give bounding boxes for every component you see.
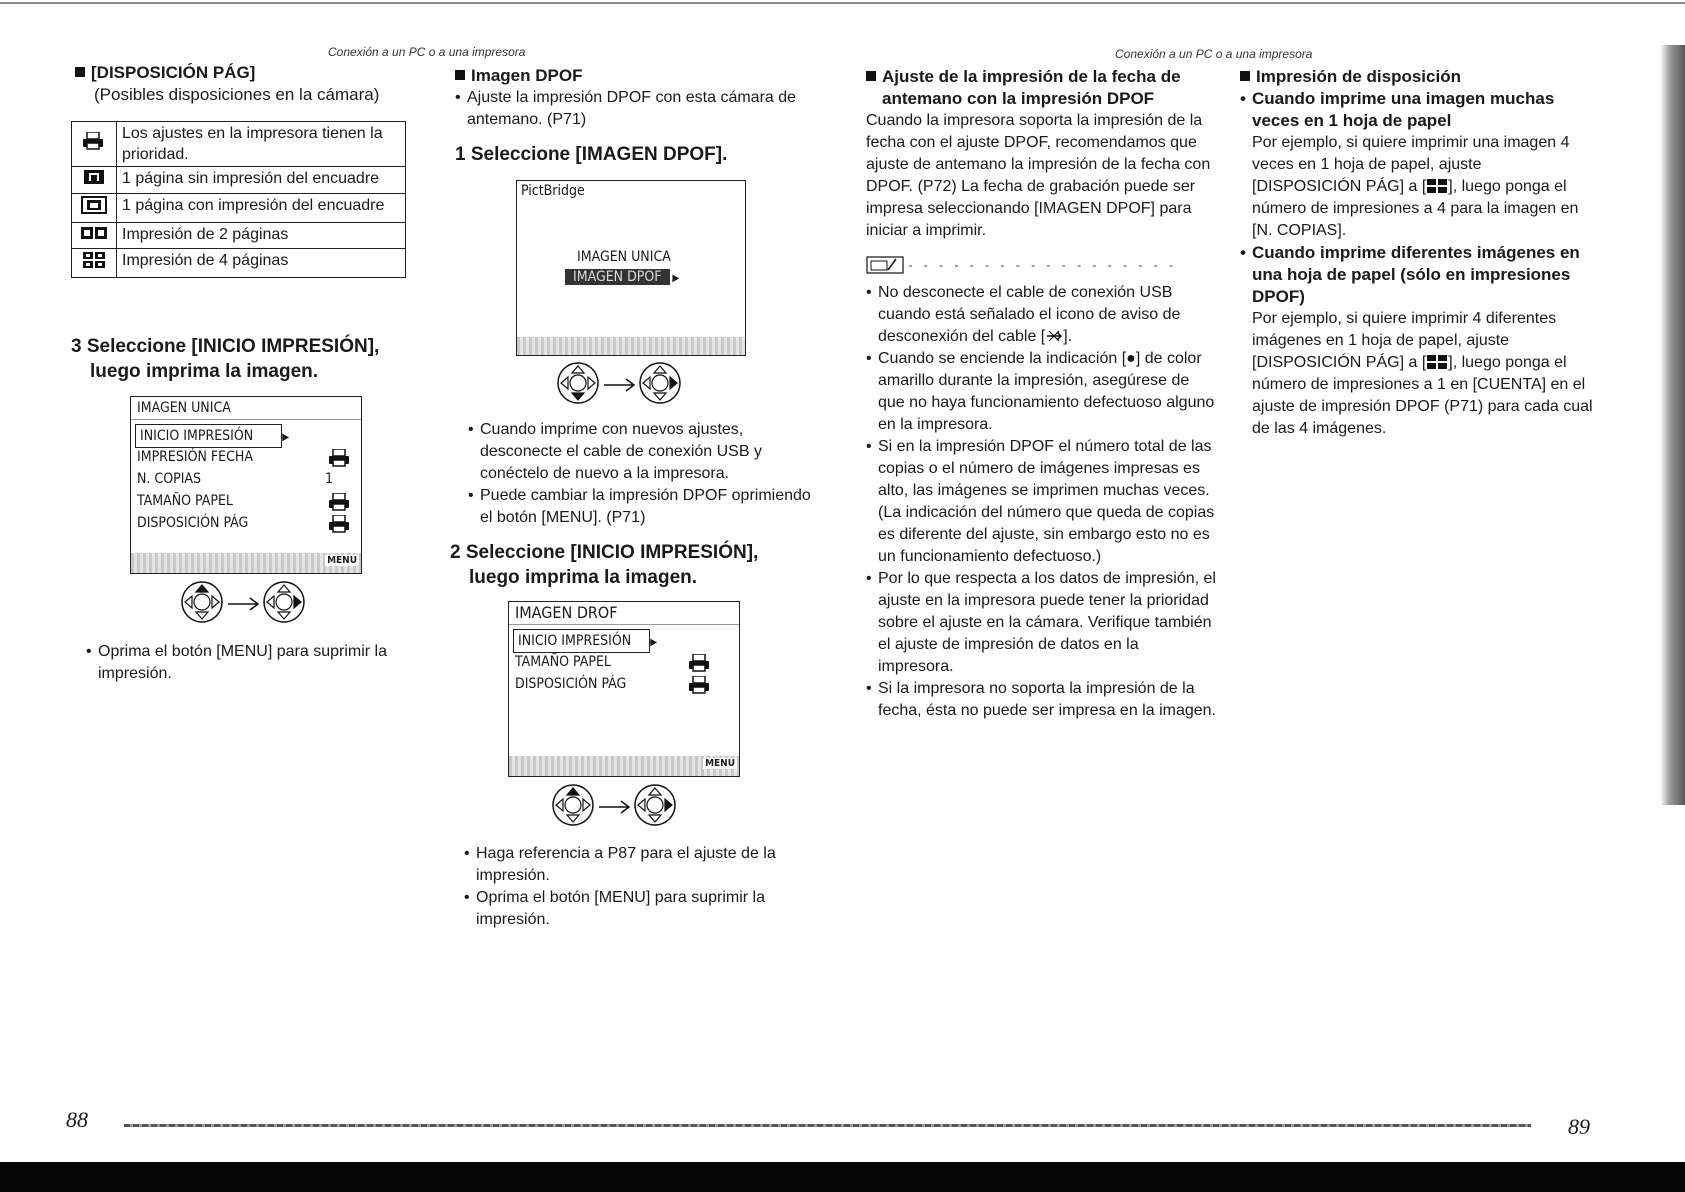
menu-item-layout[interactable]: DISPOSICIÓN PÁG <box>131 512 361 534</box>
subsection-title: • Cuando imprime una imagen muchas veces en 1 hoja de papel <box>1240 88 1595 132</box>
menu-item-layout[interactable]: DISPOSICIÓN PÁG <box>509 673 739 695</box>
subsection-title: • Cuando imprime diferentes imágenes en una hoja de papel (sólo en impresiones DPOF) <box>1240 242 1595 308</box>
menu-label: MENU <box>705 758 735 769</box>
paragraph: Por ejemplo, si quiere imprimir 4 diferentes imágenes en 1 hoja de papel, ajuste [DISPOSICIÓN PÁG] a [ ], luego ponga el número de impresiones a 1 en [CUENTA] en el ajuste de impresión DPOF (P71) para cada cual de las 4 imágenes. <box>1252 310 1593 437</box>
printer-icon <box>689 676 711 694</box>
print-menu-screen <box>130 396 362 574</box>
page-number-right: 89 <box>1568 1114 1590 1139</box>
table-row: Impresión de 2 páginas <box>72 223 406 249</box>
header-left: Conexión a un PC o a una impresora <box>328 45 526 59</box>
scan-edge <box>1660 45 1685 805</box>
menu-item-paper-size[interactable]: TAMAÑO PAPEL <box>131 490 361 512</box>
four-page-icon <box>1426 354 1448 370</box>
column-1-note <box>86 641 426 685</box>
note-text: • Oprima el botón [MENU] para suprimir la impresión. <box>86 641 426 685</box>
printer-icon <box>689 654 711 672</box>
arrow-right-icon: ▶ <box>650 637 658 648</box>
note-marker: - - - - - - - - - - - - - - - - - - <box>866 254 1216 276</box>
top-rule <box>0 2 1685 4</box>
dpof-bullet: • Ajuste la impresión DPOF con esta cámara de antemano. (P71) <box>455 87 810 131</box>
note-text: • Oprima el botón [MENU] para suprimir la impresión. <box>464 887 814 931</box>
printer-icon <box>329 449 351 467</box>
table-row: 1 página con impresión del encuadre <box>72 194 406 223</box>
screen-label: PictBridge <box>521 183 585 199</box>
column-3 <box>866 66 1216 722</box>
menu-item-start-print[interactable]: INICIO IMPRESIÓN ▶ <box>509 629 739 651</box>
header-right: Conexión a un PC o a una impresora <box>1115 47 1313 61</box>
layout-print-title: Impresión de disposición <box>1240 66 1595 88</box>
option-dpof-image[interactable]: IMAGEN DPOF ▶ <box>565 269 679 285</box>
screen-footer <box>517 337 745 355</box>
indicator-dot-icon: ● <box>1126 350 1136 367</box>
note-text: • No desconecte el cable de conexión USB cuando está señalado el icono de aviso de desconexión del cable [ ]. <box>866 282 1216 348</box>
date-print-title: Ajuste de la impresión de la fecha de antemano con la impresión DPOF <box>866 66 1216 110</box>
dpad-sequence-icon <box>180 578 320 628</box>
dpof-title: Imagen DPOF <box>455 65 810 87</box>
dpof-print-menu-screen <box>508 601 740 777</box>
dpad-sequence-icon <box>556 359 696 409</box>
menu-title: IMAGEN UNICA <box>131 397 361 420</box>
column-2 <box>455 65 810 131</box>
table-row: 1 página sin impresión del encuadre <box>72 167 406 194</box>
arrow-right-icon: ▶ <box>669 273 680 284</box>
note-text: • Si en la impresión DPOF el número total de las copias o el número de imágenes impresas es alto, las imágenes se imprimen muchas veces. (La indicación del número que queda de copias es diferente del ajuste, sin embargo esto no es un funcionamiento defectuoso.) <box>866 436 1216 568</box>
menu-title: IMAGEN DROF <box>509 602 739 625</box>
step-2-heading: 2 Seleccione [INICIO IMPRESIÓN], luego imprima la imagen. <box>450 542 759 588</box>
date-print-paragraph: Cuando la impresora soporta la impresión de la fecha con el ajuste DPOF, recomendamos que ajuste de antemano la impresión de la fecha con DPOF. (P72) La fecha de grabación puede ser impresa seleccionando [IMAGEN DPOF] para iniciar a imprimir. <box>866 112 1211 239</box>
printer-icon <box>329 515 351 533</box>
bottom-band <box>0 1162 1685 1192</box>
menu-item-start-print[interactable]: INICIO IMPRESIÓN ▶ <box>131 424 361 446</box>
column-4 <box>1240 66 1595 440</box>
two-page-icon <box>72 223 117 249</box>
one-page-borderless-icon <box>72 167 117 194</box>
copies-value: 1 <box>324 471 333 487</box>
step-3-heading: 3 Seleccione [INICIO IMPRESIÓN], luego imprima la imagen. <box>71 336 380 382</box>
section-subtitle: (Posibles disposiciones en la cámara) <box>94 85 380 104</box>
menu-item-paper-size[interactable]: TAMAÑO PAPEL <box>509 651 739 673</box>
arrow-right-icon: ▶ <box>282 432 290 443</box>
section-title: [DISPOSICIÓN PÁG] <box>75 62 425 84</box>
paragraph: Por ejemplo, si quiere imprimir una imagen 4 veces en 1 hoja de papel, ajuste [DISPOSICIÓN PÁG] a [ ], luego ponga el número de impresiones a 4 para la imagen en [N. COPIAS]. <box>1252 134 1579 239</box>
note-icon <box>866 255 904 275</box>
note-text: • Por lo que respecta a los datos de impresión, el ajuste en la impresora puede tener la prioridad sobre el ajuste en la cámara. Verifique también el ajuste de impresión de datos en la impresora. <box>866 568 1216 678</box>
one-page-bordered-icon <box>72 194 117 223</box>
column-2-notes <box>468 419 816 529</box>
four-page-icon <box>72 249 117 278</box>
menu-footer <box>509 756 739 776</box>
page-number-left: 88 <box>66 1107 88 1132</box>
printer-icon <box>329 493 351 511</box>
note-text: • Cuando imprime con nuevos ajustes, desconecte el cable de conexión USB y conéctelo de nuevo a la impresora. <box>468 419 816 485</box>
menu-item-date[interactable]: IMPRESIÓN FECHA <box>131 446 361 468</box>
column-1 <box>75 62 425 106</box>
printer-icon <box>72 122 117 167</box>
step-1-heading: 1 Seleccione [IMAGEN DPOF]. <box>455 144 728 165</box>
menu-label: MENU <box>327 555 357 566</box>
menu-footer <box>131 553 361 573</box>
usb-disconnect-icon <box>1045 329 1063 343</box>
note-text: • Si la impresora no soporta la impresión de la fecha, ésta no puede ser impresa en la imagen. <box>866 678 1216 722</box>
layout-table <box>71 121 406 278</box>
pictbridge-screen <box>516 180 746 356</box>
footer-rule <box>124 1124 1531 1127</box>
note-text: • Puede cambiar la impresión DPOF oprimiendo el botón [MENU]. (P71) <box>468 485 816 529</box>
menu-item-copies[interactable]: N. COPIAS 1 <box>131 468 361 490</box>
table-row: Los ajustes en la impresora tienen la prioridad. <box>72 122 406 167</box>
option-single-image[interactable]: IMAGEN UNICA <box>577 249 671 265</box>
table-row: Impresión de 4 páginas <box>72 249 406 278</box>
note-text: • Haga referencia a P87 para el ajuste de la impresión. <box>464 843 814 887</box>
dpad-sequence-icon <box>551 781 691 831</box>
note-text: • Cuando se enciende la indicación [●] de color amarillo durante la impresión, asegúrese de que no haya funcionamiento defectuoso alguno en la impresora. <box>866 348 1216 436</box>
four-page-icon <box>1426 178 1448 194</box>
column-2-notes-bottom <box>464 843 814 931</box>
